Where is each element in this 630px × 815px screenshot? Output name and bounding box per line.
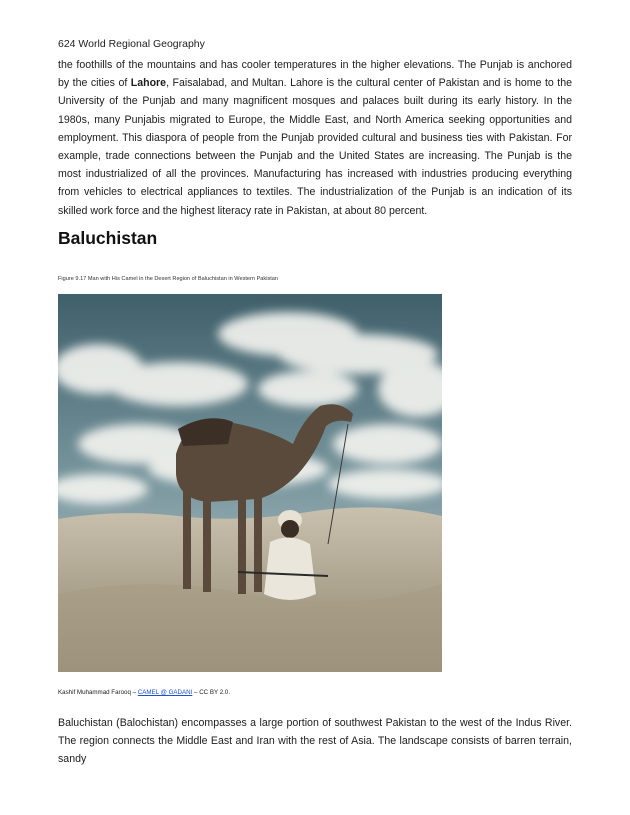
paragraph-text: the foothills of the mountains and has cooler temperatures in the higher elevations. The Punjab is anchored by the cities of [58,59,572,90]
body-paragraph-punjab [58,56,572,220]
bold-term-lahore: Lahore [130,77,167,90]
figure-photo-camel [58,294,442,672]
figure-credit [58,689,230,696]
credit-source-link[interactable]: CAMEL @ GADANI [137,689,193,696]
camel-photo-image [58,294,442,672]
credit-author: Kashif Muhammad Farooq – [58,689,138,696]
credit-license: – CC BY 2.0. [192,689,231,696]
running-head: 624 World Regional Geography [58,38,205,50]
paragraph-text: , Faisalabad, and Multan. Lahore is the cultural center of Pakistan and is home to the University of the Punjab and many magnificent mosques and palaces built during its early history. In the 1980s, many Punjabis migrated to Europe, the Middle East, and North America seeking opportunities and employment. This diaspora of people from the Punjab provided cultural and business ties with Pakistan. For example, trade connections between the Punjab and the United States are increasing. The Punjab is the most industrialized of all the provinces. Manufacturing has increased with industries producing everything from vehicles to electrical appliances to textiles. The industrialization of the Punjab is an indication of its skilled work force and the highest literacy rate in Pakistan, at about 80 percent. [58,77,572,217]
figure-caption: Figure 9.17 Man with His Camel in the Desert Region of Baluchistan in Western Pakistan [58,276,279,282]
body-paragraph-baluchistan: Baluchistan (Balochistan) encompasses a large portion of southwest Pakistan to the west of the Indus River. The region connects the Middle East and Iran with the rest of Asia. The landscape consists of barren terrain, sandy [58,717,572,766]
section-heading: Baluchistan [58,228,158,248]
